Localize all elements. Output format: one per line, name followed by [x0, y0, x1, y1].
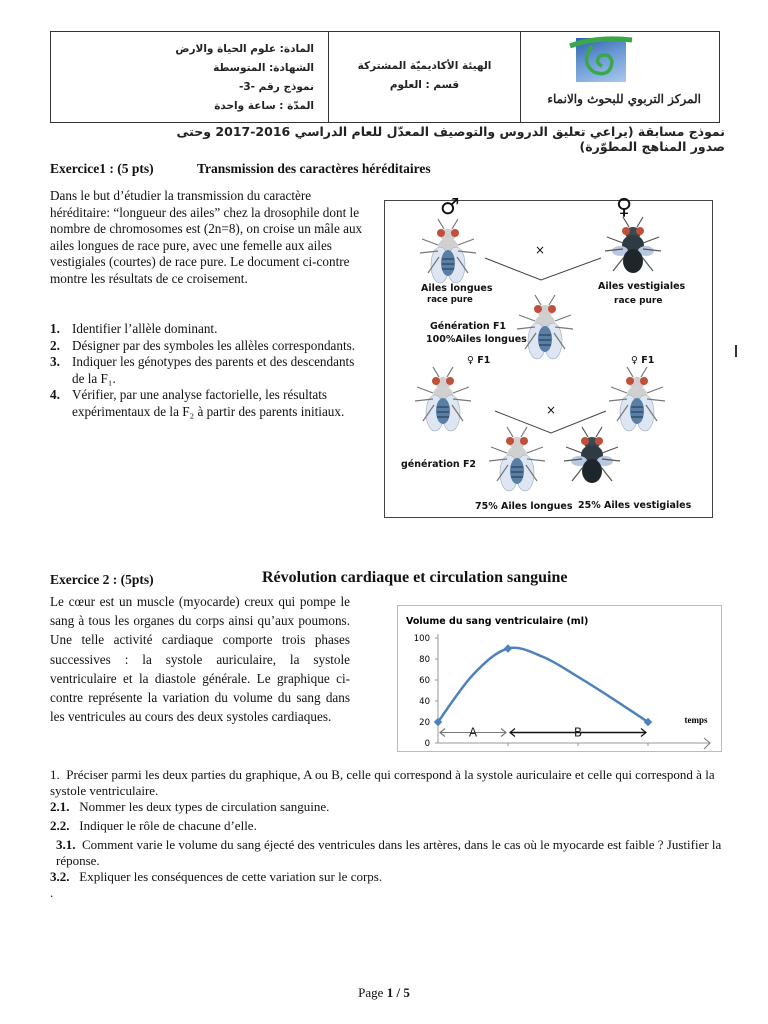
question-item	[50, 338, 370, 355]
question-item	[50, 837, 740, 869]
chart-title: Volume du sang ventriculaire (ml)	[406, 616, 589, 627]
header-table	[50, 31, 720, 123]
x-axis-label: temps	[684, 715, 708, 725]
exercise2-intro: Le cœur est un muscle (myocarde) creux qui pompe le sang à tous les organes du corps ainsi qu’aux poumons. Une telle activité cardiaque comporte trois phases successives : la systole auriculaire, la systole ventriculaire et la diastole générale. Le graphique ci-contre représente la variation du volume du sang dans les ventricules au cours des deux systoles cardiaques.	[50, 594, 350, 725]
series-line	[438, 648, 648, 722]
question-text: Expliquer les conséquences de cette variation sur le corps.	[79, 869, 383, 884]
phase-label: B	[573, 725, 583, 740]
question-item	[50, 818, 740, 834]
exam-subtitle: نموذج مسابقة (يراعي تعليق الدروس والتوصيف المعدّل للعام الدراسي 2016-2017 وحتى صدور المناهج المطوّرة)	[176, 124, 725, 154]
exercise1-label: Exercice1 : (5 pts)	[50, 161, 154, 176]
question-number: 4.	[50, 387, 60, 402]
cross-symbol-1: ×	[535, 243, 546, 257]
question-number: 3.1.	[56, 837, 76, 852]
f1-left-fly-icon	[415, 367, 471, 431]
female-symbol: ♀	[616, 195, 633, 220]
exam-info-cell	[51, 32, 328, 122]
y-tick-label: 0	[424, 739, 430, 749]
parent-vestigial-sublabel: race pure	[614, 296, 663, 306]
question-item	[50, 387, 370, 420]
question-text: Indiquer le rôle de chacune d’elle.	[79, 818, 257, 833]
exercise1-intro: Dans le but d’étudier la transmission du caractère héréditaire: “longueur des ailes” chez la drosophile dont le nombre de chromosomes est (2n=8), on croise un mâle aux ailes longues de race pure, avec une femelle aux ailes vestigiales (courtes) de race pure. Le document ci-contre montre les résultats de ce croisement.	[50, 188, 363, 286]
exercise2-questions	[50, 767, 740, 901]
exercise1-title: Transmission des caractères héréditaires	[197, 161, 431, 176]
question-text: Indiquer les génotypes des parents et des descendants de la F₁.	[72, 354, 355, 386]
logo-caption: المركز التربوي للبحوث والانماء	[547, 92, 701, 106]
cross-symbol-2: ×	[546, 403, 557, 417]
question-text: Préciser parmi les deux parties du graphique, A ou B, celle qui correspond à la systole auriculaire et celle qui correspond à la systole ventriculaire.	[50, 767, 715, 798]
exercise2-title: Révolution cardiaque et circulation sanguine	[262, 569, 568, 586]
f1-right-fly-icon	[609, 367, 665, 431]
phase-label: A	[468, 725, 478, 740]
question-number: 1.	[50, 767, 60, 782]
question-number: 1.	[50, 321, 60, 336]
page-number: 1 / 5	[386, 985, 410, 1000]
f1-result-label: 100%Ailes longues	[426, 334, 527, 345]
y-tick-label: 20	[419, 718, 430, 728]
question-number: 2.2.	[50, 818, 70, 833]
f2-generation-label: génération F2	[401, 459, 477, 470]
f1-generation-label: Génération F1	[430, 321, 507, 332]
model-number-line: نموذج رقم -3-	[238, 81, 314, 93]
drosophila-cross-figure	[384, 195, 713, 518]
question-number: 2.1.	[50, 799, 70, 814]
ventricular-volume-chart	[397, 605, 722, 752]
f2-vestigial-fly-icon	[564, 427, 620, 483]
parent-vestigial-label: Ailes vestigiales	[598, 281, 686, 292]
crdp-logo-icon	[576, 38, 626, 82]
f2-vestigial-label: 25% Ailes vestigiales	[578, 500, 692, 511]
exercise2-label: Exercice 2 : (5pts)	[50, 572, 154, 587]
certificate-line: الشهادة: المتوسطة	[213, 62, 314, 74]
page-prefix: Page	[358, 985, 387, 1000]
question-number: 3.	[50, 354, 60, 369]
department-name: قسم : العلوم	[389, 79, 460, 91]
question-text: Nommer les deux types de circulation sanguine.	[79, 799, 330, 814]
male-symbol: ♂	[440, 195, 460, 220]
y-tick-label: 40	[419, 697, 430, 707]
subject-line: المادة: علوم الحياة والارض	[175, 43, 314, 55]
question-number: 2.	[50, 337, 60, 353]
page-footer	[0, 985, 768, 1001]
question-item	[50, 869, 740, 885]
y-tick-label: 80	[419, 655, 430, 665]
f1-right-label: ♀ F1	[631, 355, 655, 366]
question-item	[50, 354, 370, 387]
question-item	[50, 321, 370, 338]
parent-long-label: Ailes longues	[421, 283, 493, 294]
margin-mark	[735, 345, 737, 357]
question-text: Vérifier, par une analyse factorielle, les résultats expérimentaux de la F₂ à partir des parents initiaux.	[72, 387, 345, 419]
question-number: 3.2.	[50, 869, 70, 884]
f1-fly-icon	[517, 295, 573, 359]
female-vestigial-fly-icon	[605, 217, 661, 273]
question-text: Désigner par des symboles les allèles correspondants.	[72, 337, 356, 353]
y-tick-label: 100	[413, 634, 430, 644]
question-item	[50, 799, 740, 815]
question-text: Comment varie le volume du sang éjecté des ventricules dans les artères, dans le cas où le myocarde est faible ? Justifier la réponse.	[56, 837, 722, 868]
question-text: Identifier l’allèle dominant.	[72, 321, 218, 336]
logo-cell	[520, 32, 719, 122]
chart-svg	[398, 606, 721, 751]
parent-long-sublabel: race pure	[427, 295, 473, 305]
question-item	[50, 767, 740, 799]
f2-long-wing-fly-icon	[489, 427, 545, 491]
f2-long-label: 75% Ailes longues	[475, 501, 573, 512]
y-tick-label: 60	[419, 676, 430, 686]
data-point	[504, 644, 512, 652]
organization-cell	[328, 32, 520, 122]
duration-line: المدّة : ساعة واحدة	[214, 100, 314, 112]
male-long-wing-fly-icon	[420, 219, 476, 283]
f1-left-label: ♀ F1	[467, 355, 491, 366]
trailing-mark: .	[50, 885, 54, 900]
organization-name: الهيئة الأكاديميّة المشتركة	[357, 60, 492, 72]
exercise1-questions	[50, 321, 370, 420]
